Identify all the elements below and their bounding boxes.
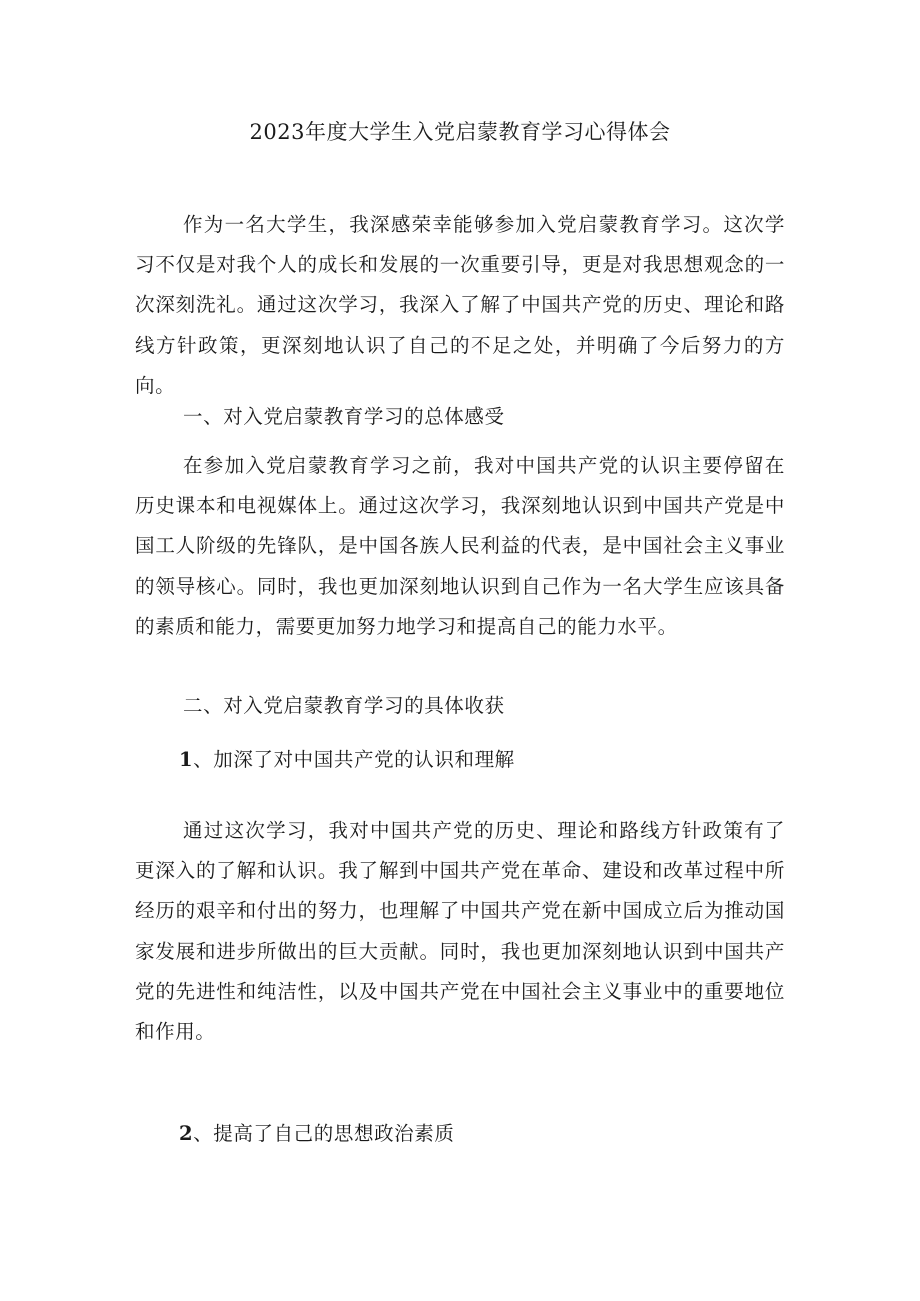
- item-heading-1-text: 、加深了对中国共产党的认识和理解: [193, 748, 515, 771]
- item-heading-1: [179, 740, 781, 780]
- intro-paragraph: 作为一名大学生，我深感荣幸能够参加入党启蒙教育学习。这次学习不仅是对我个人的成长和发展的一次重要引导，更是对我思想观念的一次深刻洗礼。通过这次学习，我深入了解了中国共产党的历史、理论和路线方针政策，更深刻地认识了自己的不足之处，并明确了今后努力的方向。: [135, 213, 785, 397]
- item-heading-2: [179, 1114, 781, 1154]
- section-heading-2-text: 二、对入党启蒙教育学习的具体收获: [183, 694, 505, 717]
- document-title: 2023年度大学生入党启蒙教育学习心得体会: [249, 120, 671, 144]
- item-heading-2-text: 、提高了自己的思想政治素质: [193, 1122, 455, 1145]
- item-number-1: 1: [179, 748, 194, 771]
- item-number-2: 2: [179, 1122, 194, 1145]
- section-1-paragraph: 在参加入党启蒙教育学习之前，我对中国共产党的认识主要停留在历史课本和电视媒体上。通过这次学习，我深刻地认识到中国共产党是中国工人阶级的先锋队，是中国各族人民利益的代表，是中国社会主义事业的领导核心。同时，我也更加深刻地认识到自己作为一名大学生应该具备的素质和能力，需要更加努力地学习和提高自己的能力水平。: [135, 454, 785, 638]
- section-heading-2: [183, 686, 785, 726]
- item-1-paragraph: 通过这次学习，我对中国共产党的历史、理论和路线方针政策有了更深入的了解和认识。我了解到中国共产党在革命、建设和改革过程中所经历的艰辛和付出的努力，也理解了中国共产党在新中国成立后为推动国家发展和进步所做出的巨大贡献。同时，我也更加深刻地认识到中国共产党的先进性和纯洁性，以及中国共产党在中国社会主义事业中的重要地位和作用。: [135, 819, 785, 1044]
- section-heading-1: 一、对入党启蒙教育学习的总体感受: [183, 405, 505, 428]
